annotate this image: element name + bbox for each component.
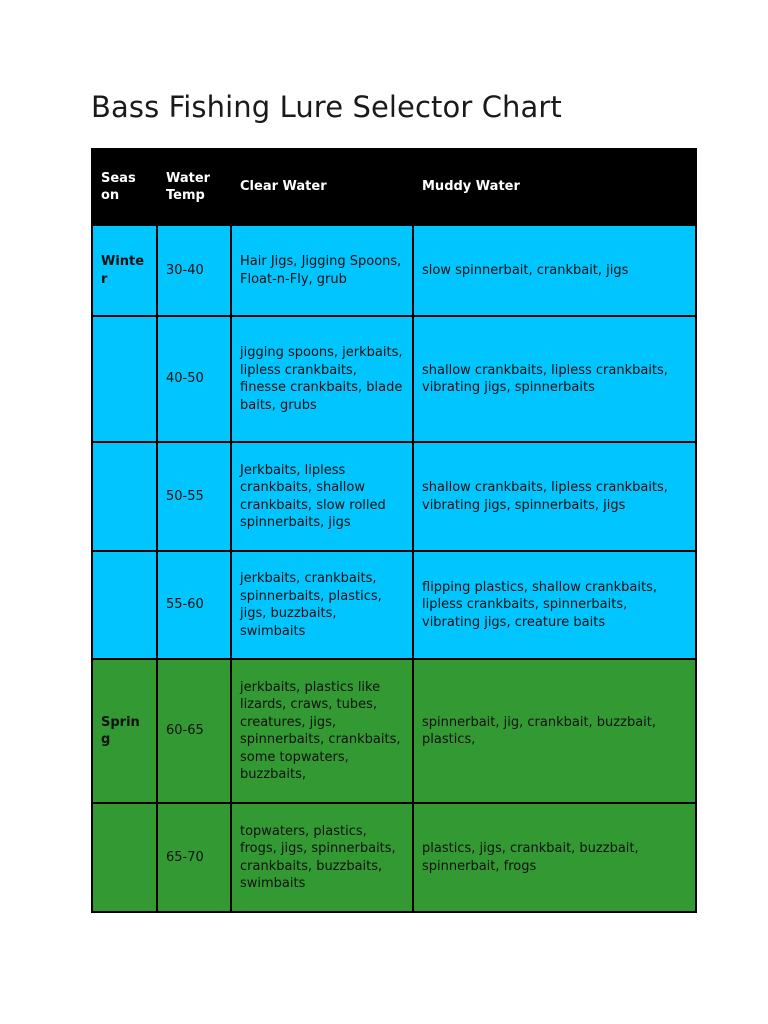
muddy-water-cell: plastics, jigs, crankbait, buzzbait, spinnerbait, frogs bbox=[413, 803, 696, 912]
header-season: Seas on bbox=[92, 149, 157, 225]
water-temp-cell: 65-70 bbox=[157, 803, 231, 912]
season-cell bbox=[92, 551, 157, 659]
page-title: Bass Fishing Lure Selector Chart bbox=[91, 90, 562, 124]
water-temp-cell: 50-55 bbox=[157, 442, 231, 551]
water-temp-cell: 30-40 bbox=[157, 225, 231, 316]
header-row bbox=[92, 149, 696, 225]
lure-selector-table bbox=[91, 148, 697, 913]
table-row bbox=[92, 659, 696, 803]
header-clear-water: Clear Water bbox=[231, 149, 413, 225]
table-row bbox=[92, 316, 696, 442]
water-temp-cell: 40-50 bbox=[157, 316, 231, 442]
table-row bbox=[92, 225, 696, 316]
table-row bbox=[92, 551, 696, 659]
season-cell: Spring bbox=[92, 659, 157, 803]
water-temp-cell: 55-60 bbox=[157, 551, 231, 659]
muddy-water-cell: shallow crankbaits, lipless crankbaits, vibrating jigs, spinnerbaits, jigs bbox=[413, 442, 696, 551]
season-cell bbox=[92, 442, 157, 551]
muddy-water-cell: slow spinnerbait, crankbait, jigs bbox=[413, 225, 696, 316]
table-row bbox=[92, 442, 696, 551]
season-cell bbox=[92, 803, 157, 912]
header-water-temp: Water Temp bbox=[157, 149, 231, 225]
muddy-water-cell: shallow crankbaits, lipless crankbaits, vibrating jigs, spinnerbaits bbox=[413, 316, 696, 442]
clear-water-cell: jerkbaits, crankbaits, spinnerbaits, plastics, jigs, buzzbaits, swimbaits bbox=[231, 551, 413, 659]
muddy-water-cell: spinnerbait, jig, crankbait, buzzbait, plastics, bbox=[413, 659, 696, 803]
season-cell: Winter bbox=[92, 225, 157, 316]
season-cell bbox=[92, 316, 157, 442]
water-temp-cell: 60-65 bbox=[157, 659, 231, 803]
header-muddy-water: Muddy Water bbox=[413, 149, 696, 225]
muddy-water-cell: flipping plastics, shallow crankbaits, lipless crankbaits, spinnerbaits, vibrating jigs, creature baits bbox=[413, 551, 696, 659]
clear-water-cell: jerkbaits, plastics like lizards, craws, tubes, creatures, jigs, spinnerbaits, crankbaits, some topwaters, buzzbaits, bbox=[231, 659, 413, 803]
clear-water-cell: jigging spoons, jerkbaits, lipless crankbaits, finesse crankbaits, blade baits, grubs bbox=[231, 316, 413, 442]
clear-water-cell: Jerkbaits, lipless crankbaits, shallow crankbaits, slow rolled spinnerbaits, jigs bbox=[231, 442, 413, 551]
clear-water-cell: topwaters, plastics, frogs, jigs, spinnerbaits, crankbaits, buzzbaits, swimbaits bbox=[231, 803, 413, 912]
clear-water-cell: Hair Jigs, Jigging Spoons, Float-n-Fly, grub bbox=[231, 225, 413, 316]
table-row bbox=[92, 803, 696, 912]
